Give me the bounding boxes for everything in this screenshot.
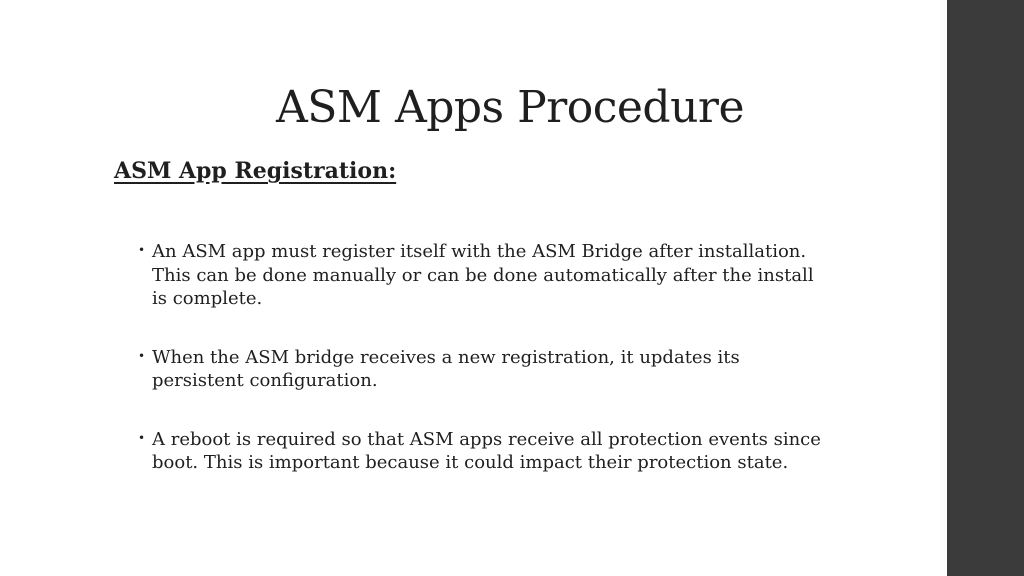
bullet-text: A reboot is required so that ASM apps receive all protection events since boot. This is important because it could impact their protection state.: [152, 428, 821, 473]
bullet-item: [138, 346, 828, 393]
bullet-dot-icon: •: [138, 348, 146, 363]
slide-title: ASM Apps Procedure: [275, 82, 745, 133]
bullet-dot-icon: •: [138, 430, 146, 445]
section-subheading: ASM App Registration:: [114, 158, 397, 184]
bullet-list: [138, 240, 828, 510]
bullet-dot-icon: •: [138, 243, 146, 257]
bullet-item: [138, 240, 828, 311]
bullet-text: An ASM app must register itself with the ASM Bridge after installation. This can be done manually or can be done automatically after the install is complete.: [152, 241, 814, 309]
bullet-item: [138, 428, 828, 475]
bullet-text: When the ASM bridge receives a new registration, it updates its persistent configuration.: [152, 346, 740, 391]
side-accent-bar: [947, 0, 1024, 576]
